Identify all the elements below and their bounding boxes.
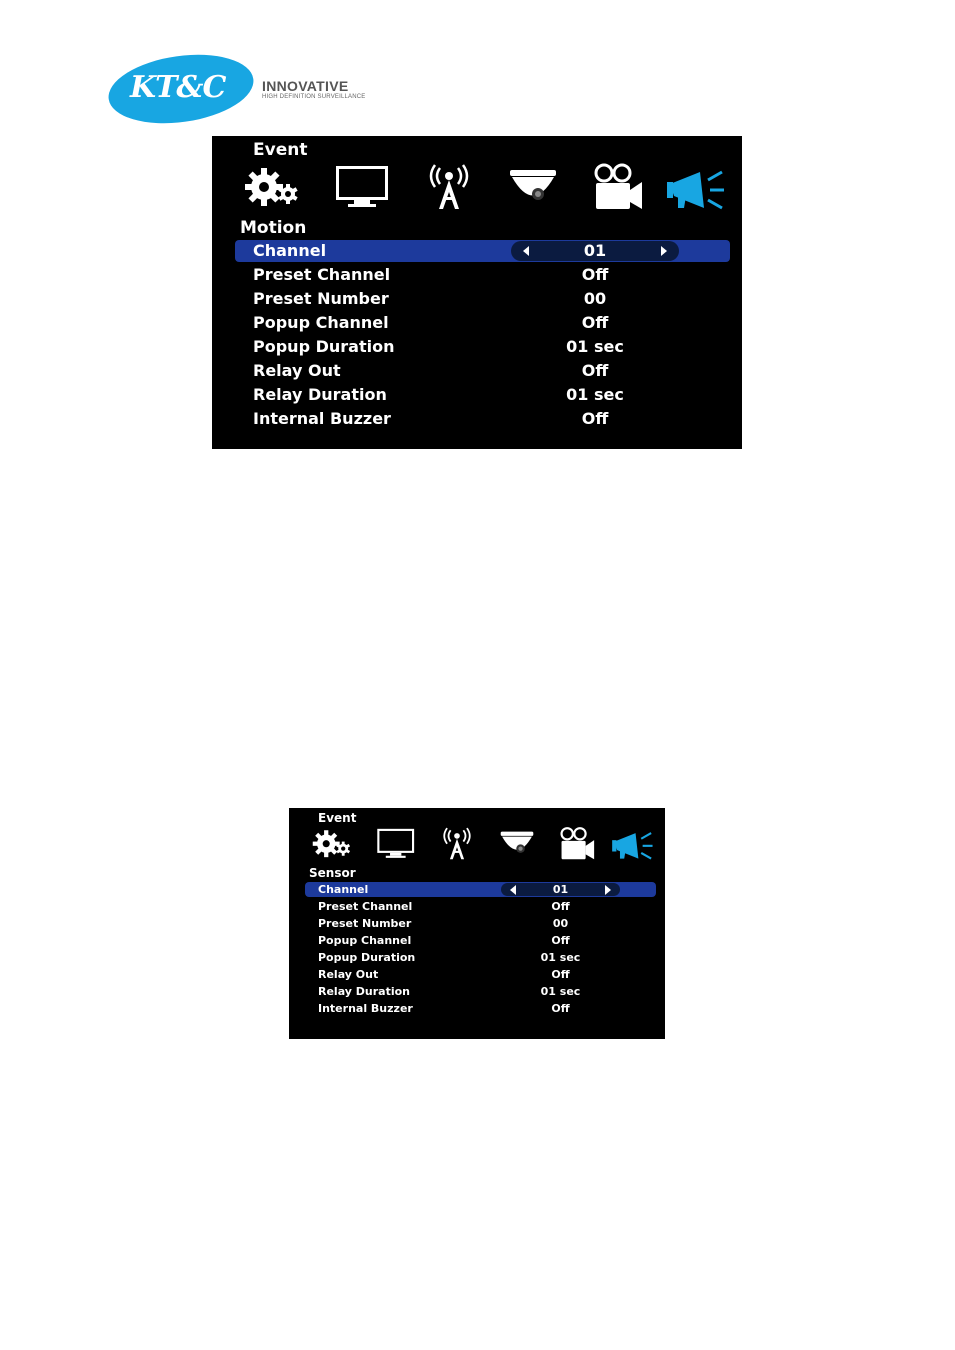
- row-label: Popup Duration: [318, 951, 416, 964]
- row-value: 01 sec: [540, 985, 581, 998]
- row-label: Relay Duration: [253, 385, 387, 404]
- dome-camera-icon[interactable]: [502, 162, 564, 214]
- brand-subtitle: HIGH DEFINITION SURVEILLANCE: [262, 94, 366, 100]
- menu-row-preset-channel[interactable]: [235, 264, 730, 286]
- megaphone-icon[interactable]: [610, 826, 654, 864]
- row-value: Off: [581, 313, 609, 332]
- row-value: Off: [581, 361, 609, 380]
- osd-event-menu-motion: [212, 136, 742, 449]
- menu-row-popup-duration[interactable]: [235, 336, 730, 358]
- row-label: Preset Number: [253, 289, 389, 308]
- row-value: 00: [583, 289, 607, 308]
- section-title: Motion: [240, 218, 307, 238]
- row-value: Off: [551, 934, 570, 947]
- brand-title: INNOVATIVE: [262, 78, 349, 94]
- row-label: Channel: [253, 241, 327, 260]
- video-camera-icon[interactable]: [553, 826, 597, 864]
- monitor-icon[interactable]: [330, 162, 392, 214]
- row-label: Preset Number: [318, 917, 412, 930]
- row-value: 01: [583, 241, 607, 260]
- menu-row-channel[interactable]: [305, 882, 656, 897]
- menu-row-popup-channel[interactable]: [305, 933, 656, 948]
- row-value: Off: [581, 409, 609, 428]
- row-value: 01: [552, 883, 569, 896]
- menu-row-relay-duration[interactable]: [235, 384, 730, 406]
- arrow-left-icon[interactable]: [523, 246, 529, 256]
- row-label: Relay Out: [253, 361, 341, 380]
- osd-event-menu-sensor: [289, 808, 665, 1039]
- row-label: Channel: [318, 883, 369, 896]
- row-value: Off: [551, 900, 570, 913]
- row-value: Off: [551, 968, 570, 981]
- menu-row-relay-out[interactable]: [305, 967, 656, 982]
- row-label: Relay Duration: [318, 985, 411, 998]
- arrow-left-icon[interactable]: [510, 885, 516, 895]
- menu-row-relay-duration[interactable]: [305, 984, 656, 999]
- row-value: Off: [581, 265, 609, 284]
- logo-text: KT&C: [130, 70, 226, 105]
- row-label: Internal Buzzer: [253, 409, 391, 428]
- menu-row-preset-number[interactable]: [305, 916, 656, 931]
- row-label: Preset Channel: [253, 265, 391, 284]
- menu-row-channel[interactable]: [235, 240, 730, 262]
- menu-row-popup-duration[interactable]: [305, 950, 656, 965]
- dome-camera-icon[interactable]: [495, 826, 539, 864]
- row-label: Popup Channel: [253, 313, 389, 332]
- menu-row-preset-channel[interactable]: [305, 899, 656, 914]
- menu-row-internal-buzzer[interactable]: [305, 1001, 656, 1016]
- gear-icon[interactable]: [244, 162, 306, 214]
- row-label: Popup Channel: [318, 934, 412, 947]
- video-camera-icon[interactable]: [584, 162, 646, 214]
- row-value: Off: [551, 1002, 570, 1015]
- arrow-right-icon[interactable]: [605, 885, 611, 895]
- antenna-icon[interactable]: [418, 162, 480, 214]
- monitor-icon[interactable]: [373, 826, 417, 864]
- row-value: 00: [552, 917, 569, 930]
- row-value: 01 sec: [566, 385, 624, 404]
- section-title: Sensor: [309, 866, 356, 880]
- row-value: 01 sec: [540, 951, 581, 964]
- menu-row-internal-buzzer[interactable]: [235, 408, 730, 430]
- row-label: Relay Out: [318, 968, 379, 981]
- menu-row-preset-number[interactable]: [235, 288, 730, 310]
- arrow-right-icon[interactable]: [661, 246, 667, 256]
- row-label: Popup Duration: [253, 337, 395, 356]
- antenna-icon[interactable]: [435, 826, 479, 864]
- menu-title: Event: [253, 140, 308, 160]
- row-label: Preset Channel: [318, 900, 413, 913]
- row-label: Internal Buzzer: [318, 1002, 413, 1015]
- menu-row-popup-channel[interactable]: [235, 312, 730, 334]
- megaphone-icon[interactable]: [664, 162, 726, 214]
- row-value: 01 sec: [566, 337, 624, 356]
- kt-c-logo: [108, 56, 378, 124]
- gear-icon[interactable]: [312, 826, 356, 864]
- menu-row-relay-out[interactable]: [235, 360, 730, 382]
- menu-title: Event: [318, 811, 357, 825]
